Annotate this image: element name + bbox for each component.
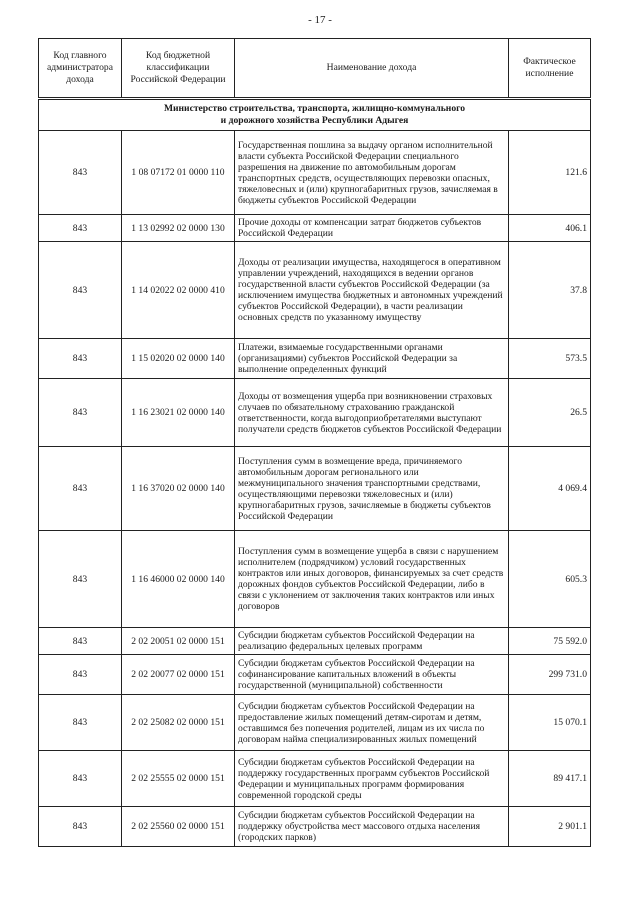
cell-income-name: Доходы от реализации имущества, находящегося в оперативном управлении учреждений, находящихся в ведении органов государственной власти субъектов Российской Федерации (за исключением имущества бюджетных и автономных учреждений субъектов Российской Федерации), в части реализации основных средств по указанному имуществу: [235, 242, 509, 339]
section-title-line-2: и дорожного хозяйства Республики Адыгея: [220, 115, 409, 126]
cell-income-name: Субсидии бюджетам субъектов Российской Федерации на поддержку обустройства мест массового отдыха населения (городских парков): [235, 807, 509, 847]
cell-income-name: Прочие доходы от компенсации затрат бюджетов субъектов Российской Федерации: [235, 215, 509, 242]
cell-amount: 75 592.0: [509, 628, 591, 655]
cell-admin-code: 843: [39, 531, 122, 628]
cell-amount: 26.5: [509, 379, 591, 447]
cell-kbk: 1 14 02022 02 0000 410: [122, 242, 235, 339]
cell-amount: 299 731.0: [509, 655, 591, 695]
cell-amount: 406.1: [509, 215, 591, 242]
cell-amount: 89 417.1: [509, 751, 591, 807]
table-row: [39, 628, 591, 655]
cell-kbk: 2 02 25560 02 0000 151: [122, 807, 235, 847]
cell-admin-code: 843: [39, 751, 122, 807]
cell-income-name: Государственная пошлина за выдачу органом исполнительной власти субъекта Российской Федерации специального разрешения на движение по автомобильным дорогам транспортных средств, осуществляющих перевозки опасных, тяжеловесных и (или) крупногабаритных грузов, зачисляемая в бюджеты субъектов Российской Федерации: [235, 131, 509, 215]
table-row: [39, 751, 591, 807]
cell-admin-code: 843: [39, 807, 122, 847]
page-number: - 17 -: [308, 14, 332, 26]
cell-kbk: 1 15 02020 02 0000 140: [122, 339, 235, 379]
cell-kbk: 2 02 20051 02 0000 151: [122, 628, 235, 655]
revenue-table: [38, 38, 591, 847]
header-kbk: Код бюджетной классификации Российской Федерации: [122, 39, 235, 99]
cell-amount: 605.3: [509, 531, 591, 628]
table-row: [39, 695, 591, 751]
cell-income-name: Поступления сумм в возмещение вреда, причиняемого автомобильным дорогам регионального или межмуниципального значения транспортными средствами, осуществляющими перевозки тяжеловесных и (или) крупногабаритных грузов, зачисляемые в бюджеты субъектов Российской Федерации: [235, 447, 509, 531]
cell-income-name: Поступления сумм в возмещение ущерба в связи с нарушением исполнителем (подрядчиком) условий государственных контрактов или иных договоров, финансируемых за счет средств дорожных фондов субъектов Российской Федерации, либо в связи с уклонением от заключения таких контрактов или иных договоров: [235, 531, 509, 628]
cell-kbk: 1 13 02992 02 0000 130: [122, 215, 235, 242]
cell-amount: 37.8: [509, 242, 591, 339]
cell-admin-code: 843: [39, 447, 122, 531]
cell-income-name: Субсидии бюджетам субъектов Российской Федерации на предоставление жилых помещений детям-сиротам и детям, оставшимся без попечения родителей, лицам из их числа по договорам найма специализированных жилых помещений: [235, 695, 509, 751]
cell-income-name: Доходы от возмещения ущерба при возникновении страховых случаев по обязательному страхованию гражданской ответственности, когда выгодоприобретателями выступают получатели средств бюджетов субъектов Российской Федерации: [235, 379, 509, 447]
table-header-row: [39, 39, 591, 99]
cell-amount: 15 070.1: [509, 695, 591, 751]
cell-amount: 2 901.1: [509, 807, 591, 847]
cell-kbk: 1 08 07172 01 0000 110: [122, 131, 235, 215]
cell-income-name: Субсидии бюджетам субъектов Российской Федерации на поддержку государственных программ субъектов Российской Федерации и муниципальных программ формирования современной городской среды: [235, 751, 509, 807]
table-row: [39, 807, 591, 847]
cell-amount: 4 069.4: [509, 447, 591, 531]
cell-kbk: 2 02 25555 02 0000 151: [122, 751, 235, 807]
cell-kbk: 1 16 37020 02 0000 140: [122, 447, 235, 531]
table-body: [39, 99, 591, 847]
header-admin-code: Код главного администратора дохода: [39, 39, 122, 99]
table-row: [39, 131, 591, 215]
section-title: [39, 99, 591, 131]
table-row: [39, 655, 591, 695]
cell-kbk: 1 16 46000 02 0000 140: [122, 531, 235, 628]
table-row: [39, 531, 591, 628]
cell-admin-code: 843: [39, 215, 122, 242]
section-title-line-1: Министерство строительства, транспорта, жилищно-коммунального: [163, 103, 466, 114]
cell-amount: 121.6: [509, 131, 591, 215]
table-row: [39, 339, 591, 379]
cell-kbk: 2 02 20077 02 0000 151: [122, 655, 235, 695]
cell-kbk: 2 02 25082 02 0000 151: [122, 695, 235, 751]
cell-admin-code: 843: [39, 339, 122, 379]
cell-income-name: Субсидии бюджетам субъектов Российской Федерации на софинансирование капитальных вложений в объекты государственной (муниципальной) собственности: [235, 655, 509, 695]
cell-admin-code: 843: [39, 655, 122, 695]
cell-admin-code: 843: [39, 131, 122, 215]
table-row: [39, 447, 591, 531]
cell-admin-code: 843: [39, 628, 122, 655]
header-actual-amount: Фактическое исполнение: [509, 39, 591, 99]
cell-amount: 573.5: [509, 339, 591, 379]
table-row: [39, 379, 591, 447]
cell-admin-code: 843: [39, 242, 122, 339]
cell-kbk: 1 16 23021 02 0000 140: [122, 379, 235, 447]
cell-income-name: Субсидии бюджетам субъектов Российской Федерации на реализацию федеральных целевых программ: [235, 628, 509, 655]
table-row: [39, 242, 591, 339]
cell-admin-code: 843: [39, 379, 122, 447]
section-row: [39, 99, 591, 131]
cell-admin-code: 843: [39, 695, 122, 751]
cell-income-name: Платежи, взимаемые государственными органами (организациями) субъектов Российской Федерации за выполнение определенных функций: [235, 339, 509, 379]
table-row: [39, 215, 591, 242]
header-income-name: Наименование дохода: [235, 39, 509, 99]
